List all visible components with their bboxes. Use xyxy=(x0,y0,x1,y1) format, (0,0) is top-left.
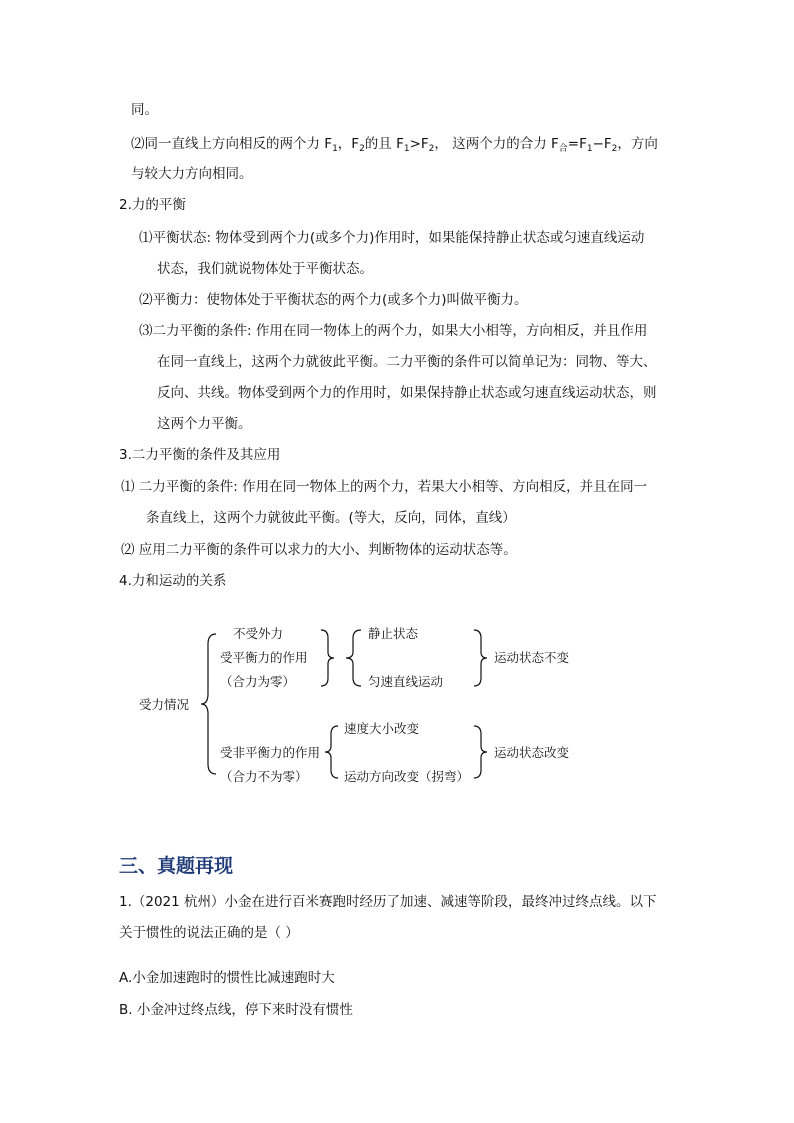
section-heading-conditions: 3.二力平衡的条件及其应用 xyxy=(119,447,281,463)
balance-item-1-line-1: ⑴平衡状态: 物体受到两个力(或多个力)作用时，如果能保持静止状态或匀速直线运动 xyxy=(139,230,645,246)
diagram-a-state-2: 匀速直线运动 xyxy=(368,674,444,689)
diagram-root-label: 受力情况 xyxy=(139,697,190,712)
diagram-b-line-2: （合力不为零） xyxy=(220,769,308,784)
intro-line-2: ⑵同一直线上方向相反的两个力 $F_1$，$F_2$的且 $F_1>F_2$， 这两个力的合力 $F_合=F_1-F_2$，方向 xyxy=(131,136,658,154)
balance-item-1-line-2: 状态，我们就说物体处于平衡状态。 xyxy=(157,261,373,277)
section-heading-motion: 4.力和运动的关系 xyxy=(119,573,227,589)
intro-line-1: 同。 xyxy=(131,102,158,118)
balance-item-3-line-2: 在同一直线上，这两个力就彼此平衡。二力平衡的条件可以简单记为：同物、等大、 xyxy=(157,354,657,370)
diagram-a-result: 运动状态不变 xyxy=(494,650,570,665)
question-1-option-a: A.小金加速跑时的惯性比减速跑时大 xyxy=(119,970,335,986)
question-1-option-b: B. 小金冲过终点线，停下来时没有惯性 xyxy=(119,1002,353,1018)
group-a-close-brace xyxy=(321,630,334,686)
intro-line-3: 与较大力方向相同。 xyxy=(131,166,253,182)
balance-item-3-line-1: ⑶二力平衡的条件: 作用在同一物体上的两个力，如果大小相等，方向相反，并且作用 xyxy=(139,323,648,339)
diagram-a-line-2: 受平衡力的作用 xyxy=(220,650,308,665)
states-a-close-brace xyxy=(474,630,487,686)
root-brace xyxy=(201,634,216,774)
diagram-b-line-1: 受非平衡力的作用 xyxy=(220,745,321,760)
states-b-close-brace xyxy=(474,726,487,778)
diagram-b-result: 运动状态改变 xyxy=(494,745,570,760)
diagram-a-line-1: 不受外力 xyxy=(233,626,284,641)
balance-item-2: ⑵平衡力：使物体处于平衡状态的两个力(或多个力)叫做平衡力。 xyxy=(139,292,528,308)
balance-item-3-line-4: 这两个力平衡。 xyxy=(157,416,252,432)
diagram-a-line-3: （合力为零） xyxy=(220,674,296,689)
section-heading-past-exams: 三、真题再现 xyxy=(119,855,234,877)
states-b-open-brace xyxy=(325,726,338,778)
balance-item-3-line-3: 反向、共线。物体受到两个力的作用时，如果保持静止状态或匀速直线运动状态，则 xyxy=(157,385,657,401)
question-1-line-1: 1.（2021 杭州）小金在进行百米赛跑时经历了加速、减速等阶段，最终冲过终点线。以下 xyxy=(119,894,657,910)
states-a-open-brace xyxy=(346,630,361,686)
question-1-line-2: 关于惯性的说法正确的是（ ） xyxy=(119,925,299,941)
diagram-b-state-2: 运动方向改变（拐弯） xyxy=(344,769,470,784)
diagram-a-state-1: 静止状态 xyxy=(368,626,419,641)
conditions-item-2: ⑵ 应用二力平衡的条件可以求力的大小、判断物体的运动状态等。 xyxy=(121,542,517,558)
conditions-item-1-line-1: ⑴ 二力平衡的条件: 作用在同一物体上的两个力，若果大小相等、方向相反，并且在同一 xyxy=(121,479,648,495)
conditions-item-1-line-2: 条直线上，这两个力就彼此平衡。(等大，反向，同体，直线） xyxy=(146,510,516,526)
diagram-b-state-1: 速度大小改变 xyxy=(344,721,420,736)
section-heading-balance: 2.力的平衡 xyxy=(119,197,186,213)
